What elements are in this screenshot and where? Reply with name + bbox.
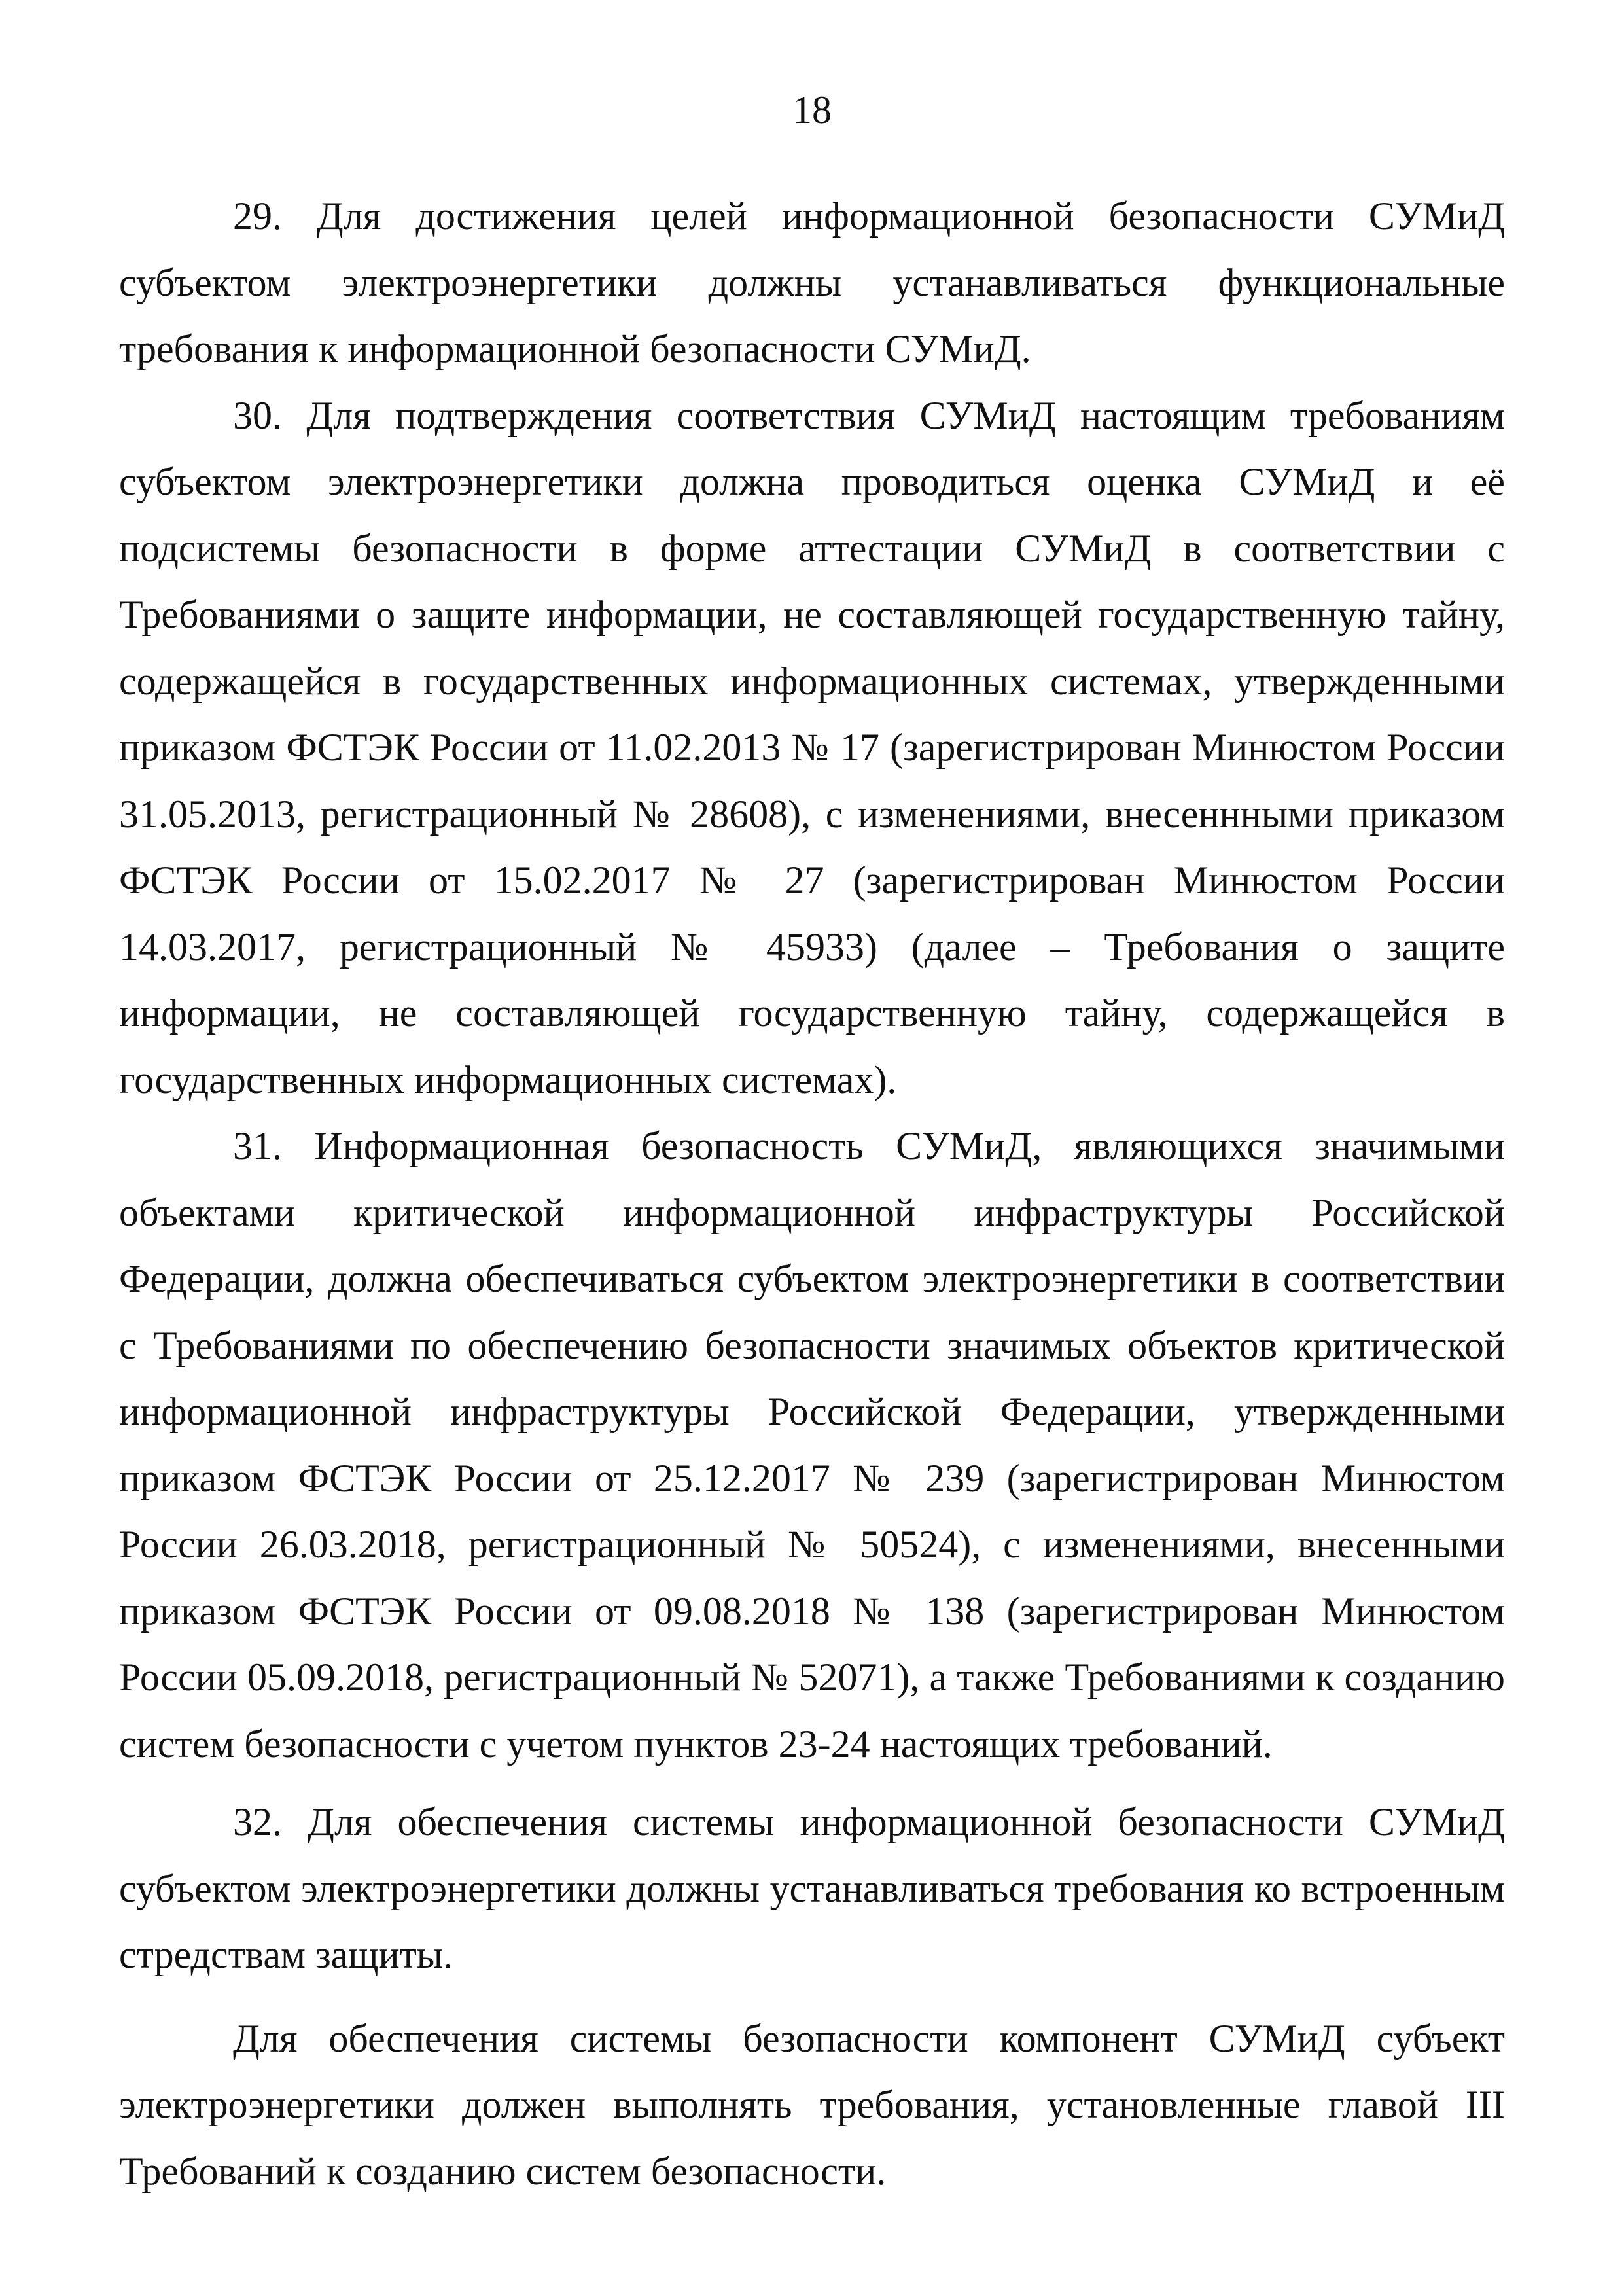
paragraph-32: 32. Для обеспечения системы информационной безопасности СУМиД субъектом электроэнергетики должны устанавливаться требования ко встроенным стредствам защиты. [119,1800,1505,1976]
paragraph-31: 31. Информационная безопасность СУМиД, являющихся значимыми объектами критической информационной инфраструктуры Российской Федерации, должна обеспечиваться субъектом электроэнергетики в соответствии с Требованиями по обеспечению безопасности значимых объектов критической информационной инфраструктуры Российской Федерации, утвержденными приказом ФСТЭК России от 25.12.2017 № 239 (зарегистрирован Минюстом России 26.03.2018, регистрационный № 50524), с изменениями, внесенными приказом ФСТЭК России от 09.08.2018 № 138 (зарегистрирован Минюстом России 05.09.2018, регистрационный № 52071), а также Требованиями к созданию систем безопасности с учетом пунктов 23-24 настоящих требований. [119,1124,1505,1766]
document-body [119,183,1505,2205]
paragraph-30: 30. Для подтверждения соответствия СУМиД настоящим требованиям субъектом электроэнергетики должна проводиться оценка СУМиД и её подсистемы безопасности в форме аттестации СУМиД в соответствии с Требованиями о защите информации, не составляющей государственную тайну, содержащейся в государственных информационных системах, утвержденными приказом ФСТЭК России от 11.02.2013 № 17 (зарегистрирован Минюстом России 31.05.2013, регистрационный № 28608), с изменениями, внесеннными приказом ФСТЭК России от 15.02.2017 № 27 (зарегистрирован Минюстом России 14.03.2017, регистрационный № 45933) (далее – Требования о защите информации, не составляющей государственную тайну, содержащейся в государственных информационных системах). [119,393,1505,1101]
paragraph-32-continuation: Для обеспечения системы безопасности компонент СУМиД субъект электроэнергетики должен выполнять требования, установленные главой III Требований к созданию систем безопасности. [119,2016,1505,2193]
paragraph-29: 29. Для достижения целей информационной безопасности СУМиД субъектом электроэнергетики должны устанавливаться функциональные требования к информационной безопасности СУМиД. [119,194,1505,370]
page-number: 18 [792,88,832,132]
